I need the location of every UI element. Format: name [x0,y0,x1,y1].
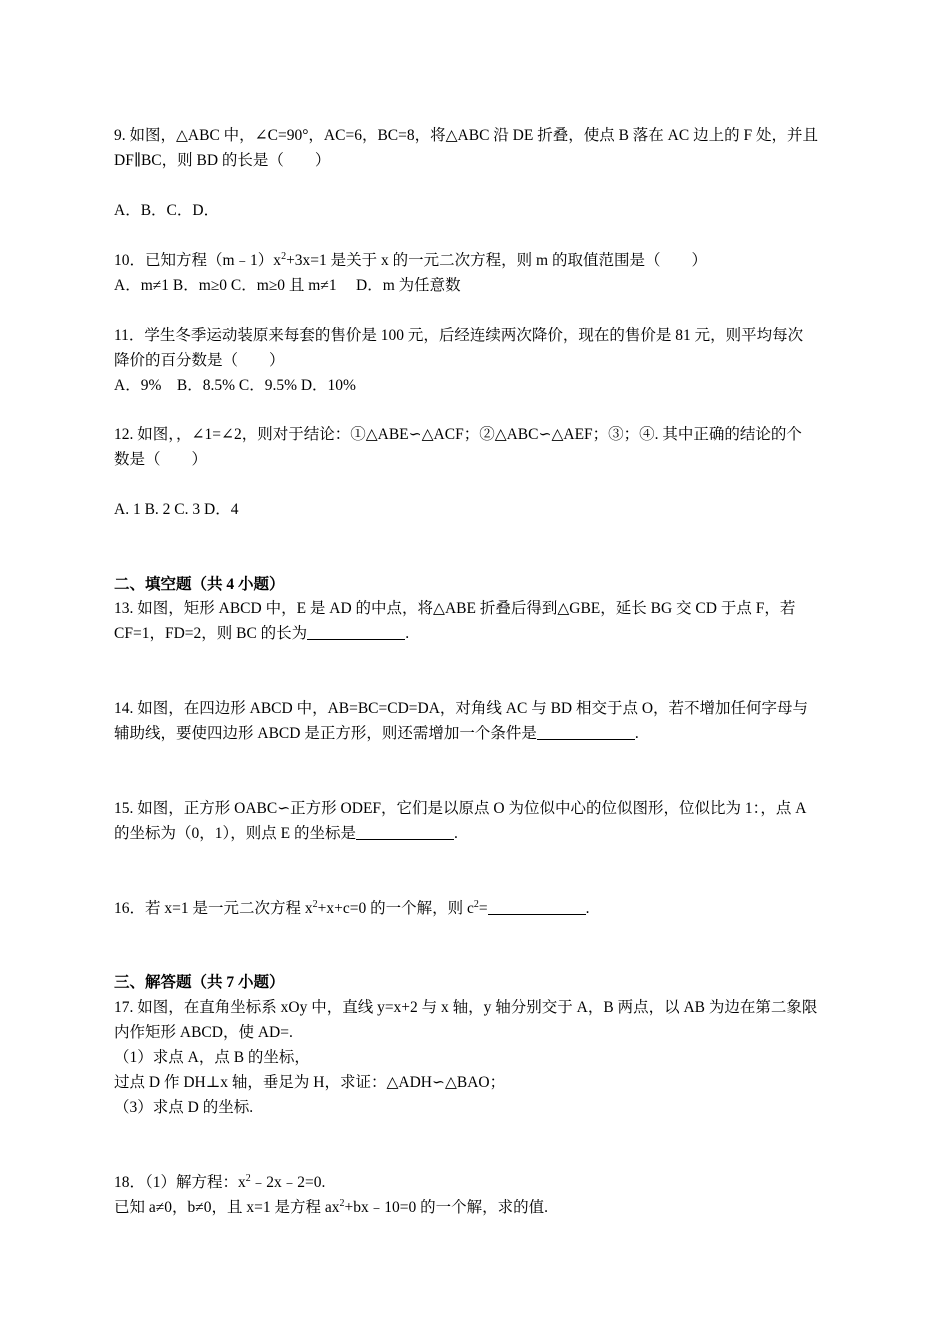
q12-options: A. 1 B. 2 C. 3 D．4 [114,501,239,518]
q17-text-line2: 内作矩形 ABCD，使 AD=. [114,1024,293,1041]
q16-text-pre: 16．若 x=1 是一元二次方程 x [114,900,313,917]
q17-part3: （3）求点 D 的坐标. [114,1099,254,1116]
section-heading-solve: 三、解答题（共 7 小题） [114,974,285,991]
q16-superscript: 2 [312,899,318,910]
q13-answer-blank [307,625,405,640]
q13-text-line1: 13. 如图，矩形 ABCD 中，E 是 AD 的中点，将△ABE 折叠后得到△GBE，延长 BG 交 CD 于点 F，若 [114,600,796,617]
q14-period: . [634,725,639,742]
q13-text: CF=1，FD=2，则 BC 的长为 [114,625,308,642]
q18-part2 [114,1197,548,1219]
q12-text-line1: 12. 如图，，∠1=∠2，则对于结论：①△ABE∽△ACF；②△ABC∽△AEF；③；④. 其中正确的结论的个 [114,426,802,443]
q18-part2-superscript: 2 [339,1198,345,1209]
q18-part1 [114,1172,325,1194]
q11-options: A．9% B．8.5% C．9.5% D．10% [114,377,356,394]
q10-text [114,250,707,272]
q15-answer-blank [356,825,454,840]
q9-text-line2: DF∥BC，则 BD 的长是（ ） [114,152,331,169]
q16-period: . [585,900,590,917]
q18-part2-post: +bx﹣10=0 的一个解，求的值. [344,1199,548,1216]
q16-superscript-2: 2 [473,899,479,910]
q12-text-line2: 数是（ ） [114,451,208,468]
q15-text-line1: 15. 如图，正方形 OABC∽正方形 ODEF，它们是以原点 O 为位似中心的位似图形，位似比为 1：，点 A [114,800,807,817]
q18-part2-pre: 已知 a≠0，b≠0，且 x=1 是方程 ax [114,1199,340,1216]
section-heading-fill-in: 二、填空题（共 4 小题） [114,576,285,593]
q9-options: A．B．C．D． [114,202,220,219]
q16-text [114,898,589,920]
q17-text-line1: 17. 如图，在直角坐标系 xOy 中，直线 y=x+2 与 x 轴，y 轴分别交于 A，B 两点，以 AB 为边在第二象限 [114,999,818,1016]
q18-text-pre: 18．（1）解方程：x [114,1174,246,1191]
q14-answer-blank [537,725,635,740]
q14-text-line1: 14. 如图，在四边形 ABCD 中，AB=BC=CD=DA，对角线 AC 与 BD 相交于点 O，若不增加任何字母与 [114,700,809,717]
q10-text-post: +3x=1 是关于 x 的一元二次方程，则 m 的取值范围是（ ） [286,252,707,269]
q14-text-line2 [114,723,639,745]
q10-options: A．m≠1 B．m≥0 C．m≥0 且 m≠1 D．m 为任意数 [114,277,461,294]
q15-text: 的坐标为（0，1），则点 E 的坐标是 [114,825,356,842]
q18-text-post: ﹣2x﹣2=0. [250,1174,326,1191]
q15-period: . [453,825,458,842]
q17-part2: 过点 D 作 DH⊥x 轴，垂足为 H，求证：△ADH∽△BAO； [114,1074,506,1091]
q11-text-line1: 11．学生冬季运动装原来每套的售价是 100 元，后经连续两次降价，现在的售价是 81 元，则平均每次 [114,327,804,344]
q16-text-mid: +x+c=0 的一个解，则 c [317,900,474,917]
q9-text-line1: 9. 如图，△ABC 中，∠C=90°，AC=6，BC=8，将△ABC 沿 DE 折叠，使点 B 落在 AC 边上的 F 处，并且 [114,127,818,144]
q10-superscript: 2 [281,251,287,262]
q10-text-pre: 10．已知方程（m﹣1）x [114,252,282,269]
q16-text-post: = [478,900,488,917]
q17-part1: （1）求点 A，点 B 的坐标， [114,1049,310,1066]
q16-answer-blank [488,900,586,915]
q18-superscript: 2 [245,1173,251,1184]
q14-text: 辅助线，要使四边形 ABCD 是正方形，则还需增加一个条件是 [114,725,537,742]
q13-text-line2 [114,623,409,645]
q13-period: . [405,625,410,642]
q15-text-line2 [114,823,458,845]
q11-text-line2: 降价的百分数是（ ） [114,352,285,369]
